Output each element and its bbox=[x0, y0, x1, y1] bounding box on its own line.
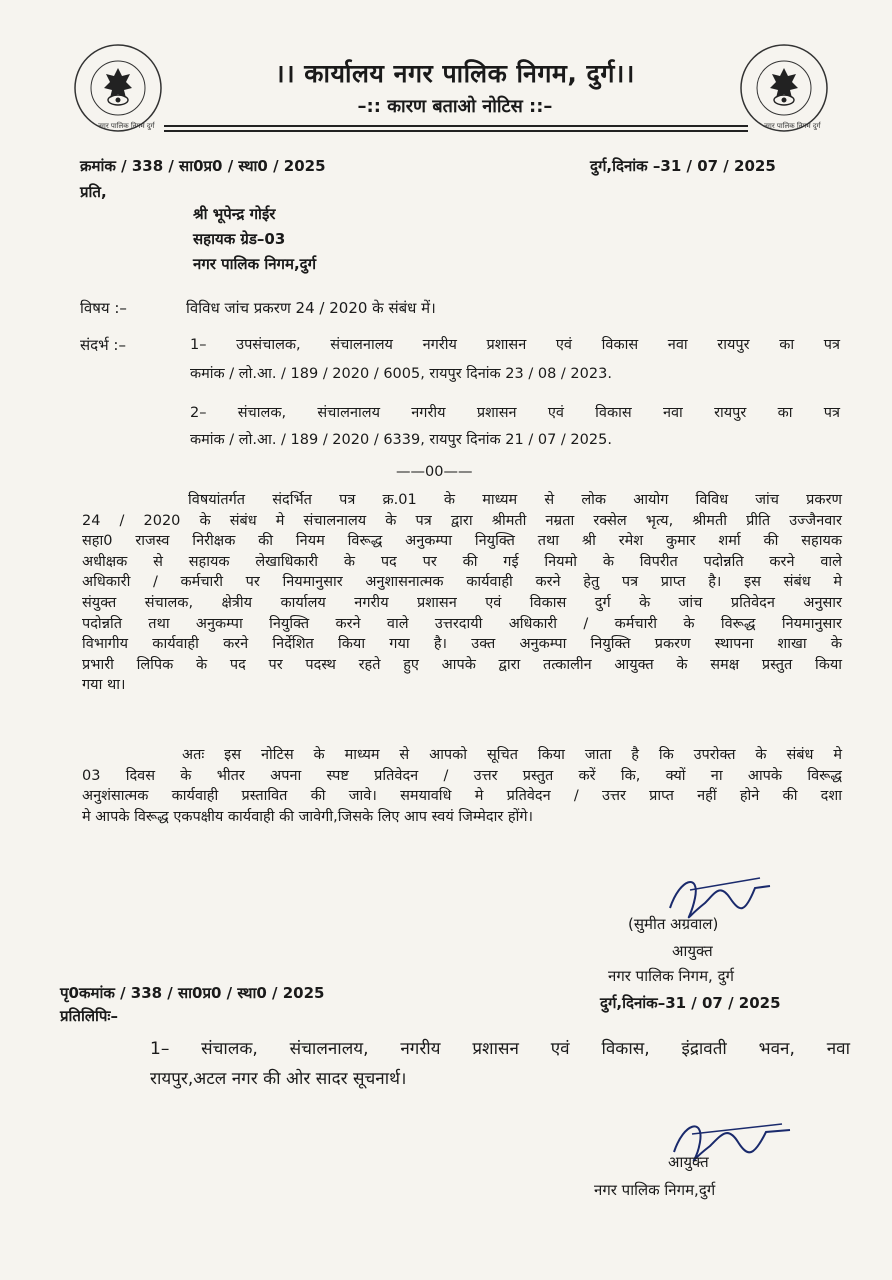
notice-title: –:: कारण बताओ नोटिस ::– bbox=[357, 96, 553, 117]
separator: ——00—— bbox=[396, 464, 473, 480]
reference-line: 2– संचालक, संचालनालय नगरीय प्रशासन एवं विकास नवा रायपुर का पत्र bbox=[190, 405, 840, 421]
body-paragraph-1 bbox=[82, 490, 842, 696]
header-rule bbox=[164, 125, 748, 127]
body-line: प्रभारी लिपिक के पद पर पदस्थ रहते हुए आपके द्वारा तत्कालीन आयुक्त के समक्ष प्रस्तुत किया bbox=[82, 656, 842, 673]
endorsement-line: 1– संचालक, संचालनालय, नगरीय प्रशासन एवं विकास, इंद्रावती भवन, नवा bbox=[150, 1039, 850, 1059]
reference-line: कमांक / लो.आ. / 189 / 2020 / 6005, रायपुर दिनांक 23 / 08 / 2023. bbox=[190, 366, 612, 382]
body-line: विषयांतर्गत संदर्भित पत्र क्र.01 के माध्यम से लोक आयोग विविध जांच प्रकरण bbox=[188, 492, 842, 508]
header-rule bbox=[164, 130, 748, 132]
references-label: संदर्भ :– bbox=[80, 336, 126, 354]
municipal-seal-right bbox=[738, 42, 830, 134]
body-line: संयुक्त संचालक, क्षेत्रीय कार्यालय नगरीय प्रशासन एवं विकास दुर्ग के जांच प्रतिवेदन अनुसार bbox=[82, 594, 842, 611]
office-title: ।। कार्यालय नगर पालिक निगम, दुर्ग।। bbox=[275, 59, 635, 88]
reference-line: कमांक / लो.आ. / 189 / 2020 / 6339, रायपुर दिनांक 21 / 07 / 2025. bbox=[190, 432, 612, 448]
reference-line: 1– उपसंचालक, संचालनालय नगरीय प्रशासन एवं विकास नवा रायपुर का पत्र bbox=[190, 337, 840, 353]
signatory-name: (सुमीत अग्रवाल) bbox=[628, 915, 719, 933]
endorsement-line: रायपुर,अटल नगर की ओर सादर सूचनार्थ। bbox=[150, 1069, 407, 1089]
body-line: मे आपके विरूद्ध एकपक्षीय कार्यवाही की जावेगी,जिसके लिए आप स्वयं जिम्मेदार होंगे। bbox=[82, 808, 533, 825]
body-line: सहा0 राजस्व निरीक्षक की नियम विरूद्ध अनुकम्पा नियुक्ति तथा श्री रमेश कुमार शर्मा की सहायक bbox=[82, 533, 842, 550]
recipient-office: नगर पालिक निगम,दुर्ग bbox=[193, 255, 317, 273]
recipient-name: श्री भूपेन्द्र गोईर bbox=[193, 205, 276, 223]
signatory-office: नगर पालिक निगम, दुर्ग bbox=[608, 967, 734, 985]
subject-text: विविध जांच प्रकरण 24 / 2020 के संबंध में। bbox=[186, 299, 436, 317]
endorsement-label: प्रतिलिपिः– bbox=[60, 1007, 118, 1025]
body-line: अधीक्षक से सहायक लेखाधिकारी के पद पर की गई नियमो के विपरीत पदोन्नति करने वाले bbox=[82, 553, 842, 570]
reference-item bbox=[190, 403, 840, 424]
reference-number: क्रमांक / 338 / सा0प्र0 / स्था0 / 2025 bbox=[80, 157, 326, 175]
seal-text: नगर पालिक निगम दुर्ग bbox=[98, 122, 155, 130]
body-line: विभागीय कार्यवाही करने निर्देशित किया गया है। उक्त अनुकम्पा नियुक्ति प्रकरण स्थापना शाखा के bbox=[82, 636, 842, 653]
endorsement-number: पृ0कमांक / 338 / सा0प्र0 / स्था0 / 2025 bbox=[60, 984, 325, 1002]
prati-label: प्रति, bbox=[80, 183, 107, 201]
body-line: गया था। bbox=[82, 677, 126, 694]
recipient-designation: सहायक ग्रेड–03 bbox=[193, 230, 286, 248]
reference-item bbox=[190, 335, 840, 356]
signature-date: दुर्ग,दिनांक–31 / 07 / 2025 bbox=[600, 994, 781, 1012]
body-line: 03 दिवस के भीतर अपना स्पष्ट प्रतिवेदन / उत्तर प्रस्तुत करें कि, क्यों ना आपके विरूद्ध bbox=[82, 767, 842, 784]
body-line: पदोन्नति तथा अनुकम्पा नियुक्ति करने वाले उत्तरदायी अधिकारी / कर्मचारी के विरूद्ध नियमानुसार bbox=[82, 615, 842, 632]
body-line: 24 / 2020 के संबंध मे संचालनालय के पत्र द्वारा श्रीमती नम्रता रक्सेल भृत्य, श्रीमती प्रीति उज्जैनवार bbox=[82, 512, 842, 529]
body-paragraph-2 bbox=[82, 745, 842, 827]
signatory-title-2: आयुक्त bbox=[668, 1153, 709, 1171]
endorsement-item bbox=[150, 1034, 850, 1094]
body-line: अधिकारी / कर्मचारी पर नियमानुसार अनुशासनात्मक कार्यवाही करने हेतु पत्र प्राप्त है। इस संबंध मे bbox=[82, 574, 842, 591]
municipal-seal-left bbox=[72, 42, 164, 134]
body-line: अनुशंसात्मक कार्यवाही प्रस्तावित की जावे। समयावधि मे प्रतिवेदन / उत्तर प्राप्त नहीं होने की दशा bbox=[82, 788, 842, 805]
signatory-office-2: नगर पालिक निगम,दुर्ग bbox=[594, 1181, 716, 1199]
signatory-title: आयुक्त bbox=[672, 942, 713, 960]
body-line: अतः इस नोटिस के माध्यम से आपको सूचित किया जाता है कि उपरोक्त के संबंध मे bbox=[182, 747, 842, 763]
seal-text: नगर पालिक निगम दुर्ग bbox=[764, 122, 821, 130]
reference-date: दुर्ग,दिनांक –31 / 07 / 2025 bbox=[590, 157, 776, 175]
subject-label: विषय :– bbox=[80, 299, 127, 317]
